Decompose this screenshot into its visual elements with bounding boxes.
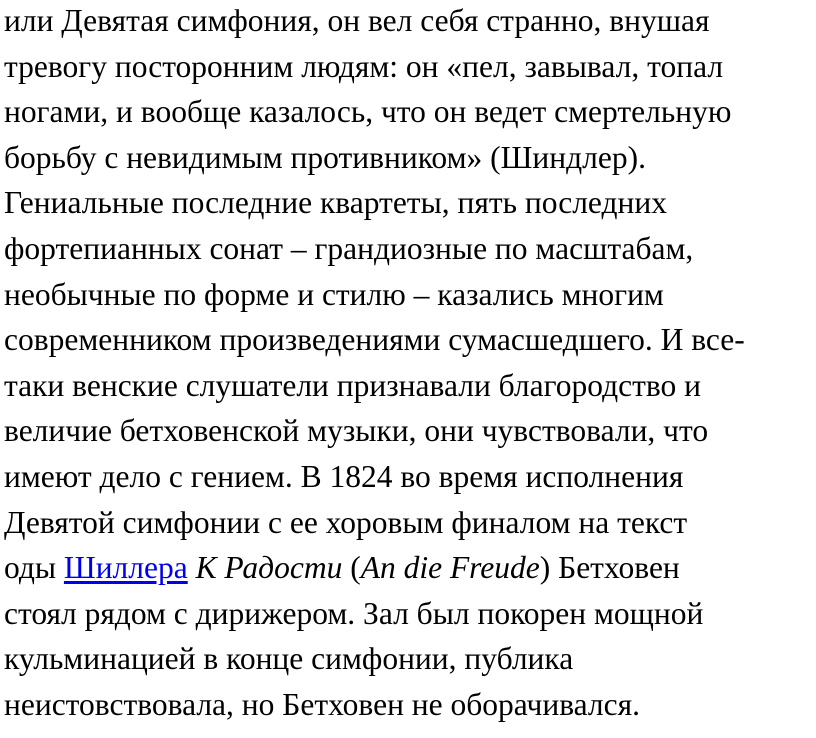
ode-title-german: An die Freude [360,550,540,586]
text-line: или Девятая симфония, он вел себя странно, внушая [4,3,710,38]
ode-title-russian: К Радости [195,550,343,586]
schiller-link[interactable]: Шиллера [63,550,188,586]
text-line: имеют дело с гением. В 1824 во время исполнения [4,458,684,494]
text-line: Гениальные последние квартеты, пять последних [4,185,667,221]
text-line: борьбу с невидимым противником» (Шиндлер). [4,139,646,175]
text-line-with-link [4,545,816,591]
text-line: величие бетховенской музыки, они чувствовали, что [4,413,709,449]
body-text [4,0,816,728]
text-line: современником произведениями сумасшедшего. И все- [4,322,745,358]
text-line: тревогу посторонним людям: он «пел, завывал, топал [4,48,724,84]
text-line: неистовствовала, но Бетховен не оборачивался. [4,686,640,722]
text-line: ногами, и вообще казалось, что он ведет смертельную [4,94,732,130]
text-line: Девятой симфонии с ее хоровым финалом на текст [4,504,688,540]
line-space [188,550,196,585]
text-line: фортепианных сонат – грандиозные по масштабам, [4,230,694,266]
line-prefix: оды [4,550,64,586]
paren-open: ( [342,550,361,586]
text-line: таки венские слушатели признавали благородство и [4,367,702,403]
line-suffix: ) Бетховен [539,550,680,586]
text-line: стоял рядом с дирижером. Зал был покорен мощной [4,595,704,631]
text-line: необычные по форме и стилю – казались многим [4,276,664,312]
text-line: кульминацией в конце симфонии, публика [4,641,574,677]
